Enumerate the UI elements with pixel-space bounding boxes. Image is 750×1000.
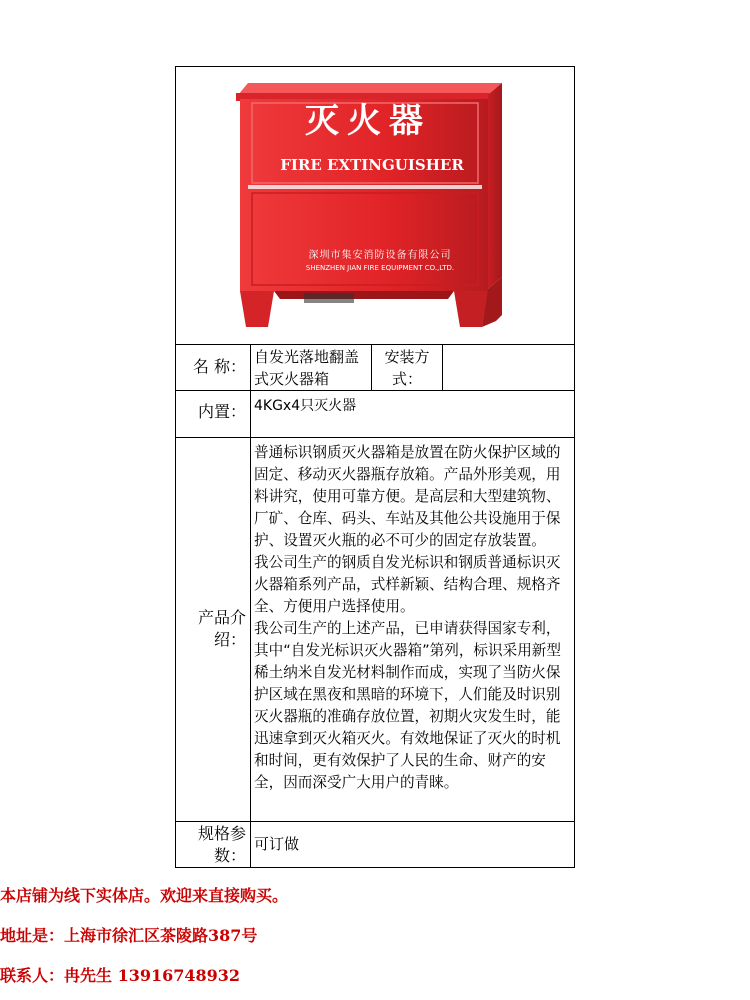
spec-label: 规格参数： (197, 824, 246, 865)
name-value: 自发光落地翻盖式灭火器箱 (254, 348, 360, 388)
intro-paragraph: 普通标识钢质灭火器箱是放置在防火保护区域的固定、移动灭火器瓶存放箱。产品外形美观，用料讲究，使用可靠方便。是高层和大型建筑物、厂矿、仓库、码头、车站及其他公共设施用于保护、设置灭火瓶的必不可少的固定存放装置。 (254, 444, 561, 549)
contents-value: 4KGx4只灭火器 (254, 398, 357, 414)
spec-value: 可订做 (254, 835, 300, 853)
contents-label: 内置： (197, 402, 246, 421)
cabinet-title-en: FIRE EXTINGUISHER (280, 156, 464, 174)
intro-label: 产品介绍： (197, 608, 246, 649)
product-photo-cell (176, 67, 574, 343)
product-spec-table (175, 66, 575, 868)
intro-paragraph: 我公司生产的上述产品，已申请获得国家专利，其中“自发光标识灭火器箱”第列，标识采用新型稀土纳米自发光材料制作而成，实现了当防火保护区域在黑夜和黑暗的环境下，人们能及时识别灭火器瓶的准确存放位置，初期火灾发生时，能迅速拿到灭火箱灭火。有效地保证了灭火的时机和时间，更有效保护了人民的生命、财产的安全，因而深受广大用户的青睐。 (254, 620, 561, 791)
store-address: 地址是：上海市徐汇区茶陵路387号 (0, 926, 258, 945)
cabinet-title-cn: 灭火器 (305, 101, 431, 141)
cabinet-company-en: SHENZHEN JIAN FIRE EQUIPMENT CO.,LTD. (305, 264, 455, 272)
store-contact: 联系人：冉先生 13916748932 (0, 966, 241, 985)
store-notice: 本店铺为线下实体店。欢迎来直接购买。 (0, 886, 289, 905)
cabinet-company-cn: 深圳市集安消防设备有限公司 (308, 250, 452, 261)
name-label: 名 称： (192, 357, 246, 376)
intro-paragraph: 我公司生产的钢质自发光标识和钢质普通标识灭火器箱系列产品，式样新颖、结构合理、规格齐全、方便用户选择使用。 (254, 554, 561, 615)
install-label: 安装方式： (384, 348, 430, 388)
intro-text (251, 438, 574, 821)
install-value (443, 345, 574, 390)
